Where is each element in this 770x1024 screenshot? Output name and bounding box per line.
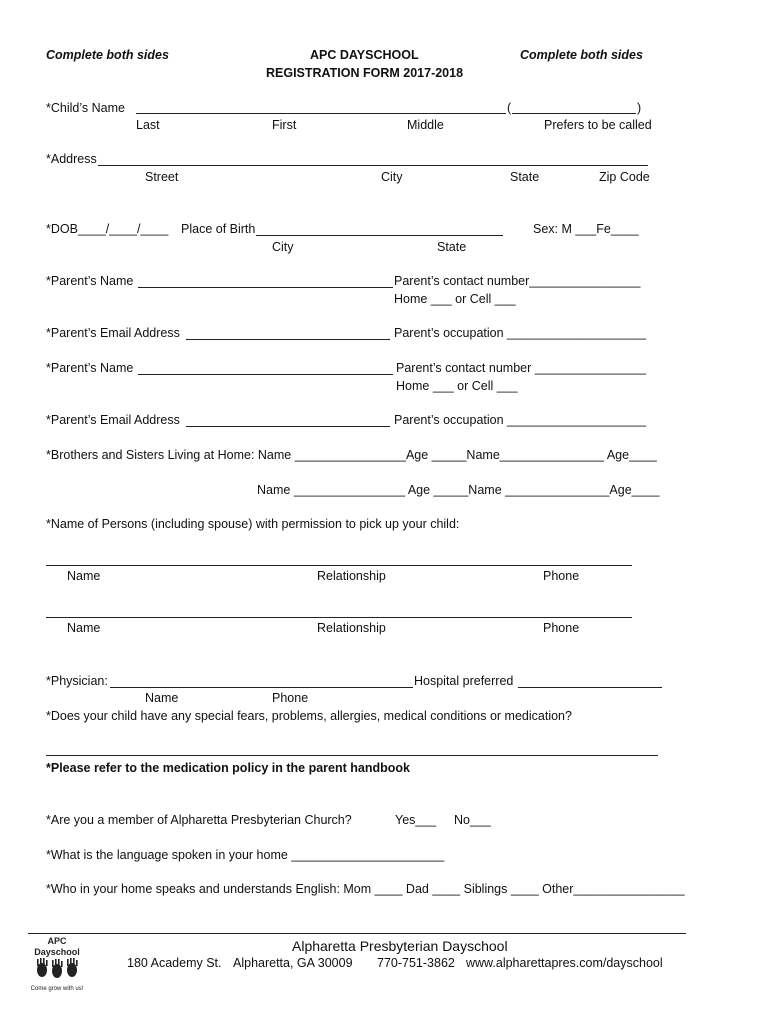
place-of-birth-label: Place of Birth [181,222,256,236]
special-needs-line[interactable] [46,755,658,756]
footer-city: Alpharetta, GA 30009 [233,956,353,970]
parent2-home-cell[interactable]: Home ___ or Cell ___ [396,379,518,393]
pickup-2-sub-name: Name [67,621,101,635]
church-member-question: *Are you a member of Alpharetta Presbyterian Church? [46,813,352,827]
place-of-birth-sub-state: State [437,240,467,254]
address-sub-state: State [510,170,540,184]
footer-org-name: Alpharetta Presbyterian Dayschool [292,938,508,954]
address-label: *Address [46,152,97,166]
child-name-close-paren: ) [637,101,642,115]
footer-divider [28,933,686,934]
church-no-option[interactable]: No___ [454,813,491,827]
special-needs-question: *Does your child have any special fears, problems, allergies, medical conditions or medication? [46,709,572,723]
logo-tagline: Come grow with us! [30,986,84,992]
pickup-2-sub-relationship: Relationship [317,621,386,635]
place-of-birth-line[interactable] [256,235,503,236]
logo-text-apc: APC [47,936,67,946]
parent2-name-line[interactable] [138,374,393,375]
parent1-contact-label[interactable]: Parent’s contact number________________ [394,274,641,288]
siblings-line-2[interactable]: Name ________________ Age _____Name _______________Age____ [257,483,660,497]
sex-label[interactable]: Sex: M ___Fe____ [533,222,639,236]
medication-policy-note: *Please refer to the medication policy in the parent handbook [46,761,410,775]
parent1-email-label: *Parent’s Email Address [46,326,180,340]
physician-sub-name: Name [145,691,179,705]
physician-label: *Physician: [46,674,108,688]
handprints-icon [37,958,78,978]
parent2-occupation-label[interactable]: Parent’s occupation ____________________ [394,413,647,427]
siblings-line-1[interactable]: *Brothers and Sisters Living at Home: Name ________________Age _____Name_______________ Age____ [46,448,657,462]
pickup-2-sub-phone: Phone [543,621,580,635]
address-sub-zip: Zip Code [599,170,650,184]
child-name-sub-first: First [272,118,297,132]
child-name-open-paren: ( [507,101,512,115]
child-preferred-name-line[interactable] [512,113,636,114]
parent2-contact-label[interactable]: Parent’s contact number ________________ [396,361,646,375]
pickup-1-sub-phone: Phone [543,569,580,583]
physician-sub-phone: Phone [272,691,309,705]
parent1-name-line[interactable] [138,287,393,288]
address-line[interactable] [98,165,648,166]
footer-website[interactable]: www.alpharettapres.com/dayschool [466,956,663,970]
parent2-email-line[interactable] [186,426,390,427]
parent2-name-label: *Parent’s Name [46,361,134,375]
child-name-sub-last: Last [136,118,160,132]
pickup-1-sub-name: Name [67,569,101,583]
pickup-label: *Name of Persons (including spouse) with permission to pick up your child: [46,517,460,531]
dob-label[interactable]: *DOB____/____/____ [46,222,169,236]
pickup-line-1[interactable] [46,565,632,566]
apc-dayschool-logo [24,932,90,994]
child-name-sub-middle: Middle [407,118,444,132]
parent1-email-line[interactable] [186,339,390,340]
form-subtitle: REGISTRATION FORM 2017-2018 [266,66,464,80]
footer-address: 180 Academy St. [127,956,222,970]
child-name-sub-prefers: Prefers to be called [544,118,652,132]
english-speakers-question[interactable]: *Who in your home speaks and understands English: Mom ____ Dad ____ Siblings ____ Other________________ [46,882,685,896]
parent1-occupation-label[interactable]: Parent’s occupation ____________________ [394,326,647,340]
complete-both-sides-right: Complete both sides [520,48,643,62]
pickup-1-sub-relationship: Relationship [317,569,386,583]
place-of-birth-sub-city: City [272,240,294,254]
footer-phone: 770-751-3862 [377,956,455,970]
complete-both-sides-left: Complete both sides [46,48,169,62]
form-title: APC DAYSCHOOL [310,48,419,62]
logo-text-dayschool: Dayschool [34,947,80,957]
parent1-home-cell[interactable]: Home ___ or Cell ___ [394,292,516,306]
physician-line[interactable] [110,687,413,688]
child-name-label: *Child’s Name [46,101,125,115]
home-language-question[interactable]: *What is the language spoken in your home ______________________ [46,848,445,862]
hospital-label: Hospital preferred [414,674,514,688]
parent1-name-label: *Parent’s Name [46,274,134,288]
hospital-line[interactable] [518,687,662,688]
pickup-line-2[interactable] [46,617,632,618]
church-yes-option[interactable]: Yes___ [395,813,437,827]
address-sub-street: Street [145,170,179,184]
address-sub-city: City [381,170,403,184]
parent2-email-label: *Parent’s Email Address [46,413,180,427]
child-name-line[interactable] [136,113,506,114]
